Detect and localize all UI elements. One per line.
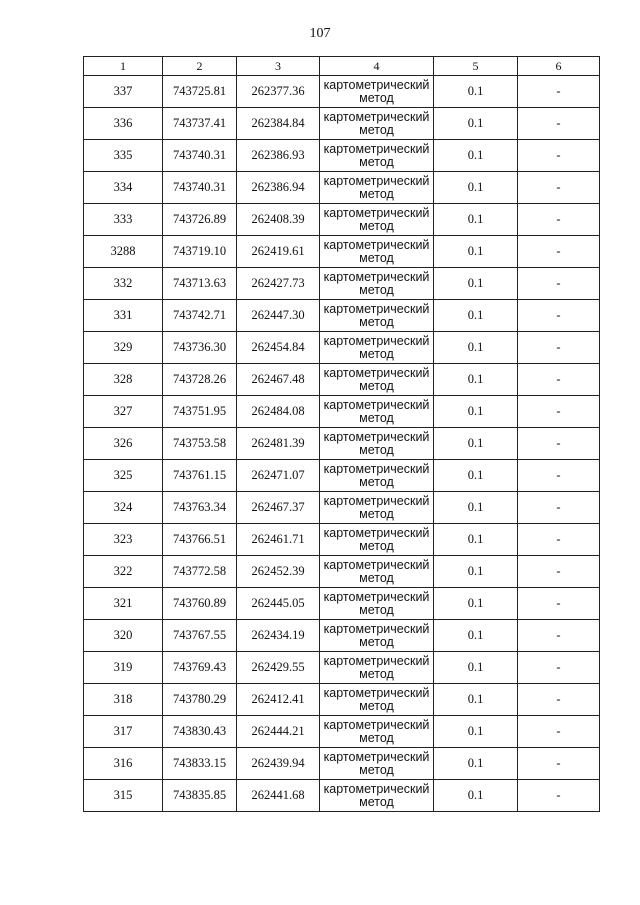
method-text: картометрический [323, 717, 430, 732]
method-text: метод [359, 794, 394, 809]
y-coordinate-cell: 262447.30 [237, 300, 320, 332]
y-coordinate-cell: 262484.08 [237, 396, 320, 428]
x-coordinate-cell: 743736.30 [163, 332, 237, 364]
method-text: картометрический [323, 461, 430, 476]
point-number-cell: 320 [84, 620, 163, 652]
y-coordinate-cell: 262452.39 [237, 556, 320, 588]
method-text: метод [359, 506, 394, 521]
x-coordinate-cell: 743713.63 [163, 268, 237, 300]
error-cell: 0.1 [434, 76, 518, 108]
method-text: картометрический [323, 653, 430, 668]
y-coordinate-cell: 262429.55 [237, 652, 320, 684]
note-cell: - [518, 396, 600, 428]
y-coordinate-cell: 262467.48 [237, 364, 320, 396]
column-header: 2 [163, 57, 237, 76]
table-row [84, 556, 600, 588]
x-coordinate-cell: 743719.10 [163, 236, 237, 268]
method-text: метод [359, 90, 394, 105]
x-coordinate-cell: 743780.29 [163, 684, 237, 716]
method-cell [320, 556, 434, 588]
method-text: метод [359, 218, 394, 233]
table-row [84, 268, 600, 300]
y-coordinate-cell: 262439.94 [237, 748, 320, 780]
note-cell: - [518, 332, 600, 364]
x-coordinate-cell: 743766.51 [163, 524, 237, 556]
point-number-cell: 336 [84, 108, 163, 140]
y-coordinate-cell: 262441.68 [237, 780, 320, 812]
note-cell: - [518, 236, 600, 268]
method-text: картометрический [323, 301, 430, 316]
table-row [84, 588, 600, 620]
table-row [84, 780, 600, 812]
note-cell: - [518, 780, 600, 812]
note-cell: - [518, 76, 600, 108]
method-text: метод [359, 378, 394, 393]
x-coordinate-cell: 743728.26 [163, 364, 237, 396]
y-coordinate-cell: 262419.61 [237, 236, 320, 268]
error-cell: 0.1 [434, 204, 518, 236]
note-cell: - [518, 364, 600, 396]
note-cell: - [518, 684, 600, 716]
note-cell: - [518, 140, 600, 172]
y-coordinate-cell: 262471.07 [237, 460, 320, 492]
method-text: картометрический [323, 781, 430, 796]
note-cell: - [518, 524, 600, 556]
x-coordinate-cell: 743763.34 [163, 492, 237, 524]
method-cell [320, 108, 434, 140]
method-text: метод [359, 730, 394, 745]
point-number-cell: 332 [84, 268, 163, 300]
x-coordinate-cell: 743772.58 [163, 556, 237, 588]
method-text: метод [359, 474, 394, 489]
point-number-cell: 328 [84, 364, 163, 396]
header-row [84, 57, 600, 76]
point-number-cell: 325 [84, 460, 163, 492]
method-text: картометрический [323, 525, 430, 540]
table-row [84, 524, 600, 556]
column-header: 6 [518, 57, 600, 76]
point-number-cell: 327 [84, 396, 163, 428]
y-coordinate-cell: 262386.93 [237, 140, 320, 172]
point-number-cell: 337 [84, 76, 163, 108]
point-number-cell: 315 [84, 780, 163, 812]
method-text: метод [359, 282, 394, 297]
page-number: 107 [309, 26, 331, 41]
error-cell: 0.1 [434, 332, 518, 364]
method-cell [320, 780, 434, 812]
note-cell: - [518, 172, 600, 204]
method-text: метод [359, 250, 394, 265]
method-cell [320, 748, 434, 780]
method-cell [320, 460, 434, 492]
point-number-cell: 331 [84, 300, 163, 332]
error-cell: 0.1 [434, 748, 518, 780]
x-coordinate-cell: 743740.31 [163, 140, 237, 172]
y-coordinate-cell: 262434.19 [237, 620, 320, 652]
x-coordinate-cell: 743751.95 [163, 396, 237, 428]
error-cell: 0.1 [434, 236, 518, 268]
x-coordinate-cell: 743769.43 [163, 652, 237, 684]
method-text: картометрический [323, 429, 430, 444]
table-row [84, 108, 600, 140]
method-text: картометрический [323, 685, 430, 700]
error-cell: 0.1 [434, 588, 518, 620]
method-text: метод [359, 698, 394, 713]
method-text: картометрический [323, 365, 430, 380]
method-text: картометрический [323, 557, 430, 572]
point-number-cell: 326 [84, 428, 163, 460]
method-text: метод [359, 666, 394, 681]
error-cell: 0.1 [434, 268, 518, 300]
note-cell: - [518, 108, 600, 140]
table-row [84, 748, 600, 780]
point-number-cell: 322 [84, 556, 163, 588]
table-row [84, 492, 600, 524]
method-text: метод [359, 314, 394, 329]
x-coordinate-cell: 743761.15 [163, 460, 237, 492]
error-cell: 0.1 [434, 364, 518, 396]
method-cell [320, 300, 434, 332]
method-cell [320, 492, 434, 524]
error-cell: 0.1 [434, 556, 518, 588]
error-cell: 0.1 [434, 172, 518, 204]
x-coordinate-cell: 743726.89 [163, 204, 237, 236]
point-number-cell: 335 [84, 140, 163, 172]
x-coordinate-cell: 743725.81 [163, 76, 237, 108]
method-text: картометрический [323, 173, 430, 188]
point-number-cell: 329 [84, 332, 163, 364]
method-text: картометрический [323, 333, 430, 348]
method-cell [320, 364, 434, 396]
method-cell [320, 652, 434, 684]
error-cell: 0.1 [434, 652, 518, 684]
method-cell [320, 332, 434, 364]
table-row [84, 204, 600, 236]
y-coordinate-cell: 262384.84 [237, 108, 320, 140]
table-row [84, 716, 600, 748]
error-cell: 0.1 [434, 524, 518, 556]
error-cell: 0.1 [434, 300, 518, 332]
method-text: метод [359, 538, 394, 553]
error-cell: 0.1 [434, 684, 518, 716]
point-number-cell: 334 [84, 172, 163, 204]
method-text: картометрический [323, 77, 430, 92]
method-text: картометрический [323, 205, 430, 220]
y-coordinate-cell: 262481.39 [237, 428, 320, 460]
y-coordinate-cell: 262408.39 [237, 204, 320, 236]
y-coordinate-cell: 262444.21 [237, 716, 320, 748]
method-text: метод [359, 442, 394, 457]
table-row [84, 76, 600, 108]
method-text: картометрический [323, 141, 430, 156]
note-cell: - [518, 588, 600, 620]
y-coordinate-cell: 262467.37 [237, 492, 320, 524]
error-cell: 0.1 [434, 396, 518, 428]
point-number-cell: 317 [84, 716, 163, 748]
table-row [84, 428, 600, 460]
method-text: картометрический [323, 589, 430, 604]
table-row [84, 332, 600, 364]
method-text: метод [359, 122, 394, 137]
note-cell: - [518, 620, 600, 652]
method-text: картометрический [323, 621, 430, 636]
coordinates-table [83, 56, 600, 812]
table-row [84, 684, 600, 716]
point-number-cell: 318 [84, 684, 163, 716]
method-text: метод [359, 346, 394, 361]
method-cell [320, 76, 434, 108]
method-text: картометрический [323, 397, 430, 412]
x-coordinate-cell: 743767.55 [163, 620, 237, 652]
table-body [84, 76, 600, 812]
error-cell: 0.1 [434, 108, 518, 140]
method-cell [320, 684, 434, 716]
method-text: метод [359, 410, 394, 425]
note-cell: - [518, 268, 600, 300]
method-cell [320, 620, 434, 652]
method-cell [320, 204, 434, 236]
table-row [84, 236, 600, 268]
method-text: метод [359, 186, 394, 201]
method-text: метод [359, 634, 394, 649]
method-cell [320, 396, 434, 428]
note-cell: - [518, 428, 600, 460]
error-cell: 0.1 [434, 780, 518, 812]
method-text: картометрический [323, 237, 430, 252]
method-text: картометрический [323, 109, 430, 124]
method-cell [320, 588, 434, 620]
method-cell [320, 716, 434, 748]
table-row [84, 300, 600, 332]
method-text: картометрический [323, 493, 430, 508]
note-cell: - [518, 460, 600, 492]
y-coordinate-cell: 262454.84 [237, 332, 320, 364]
method-cell [320, 236, 434, 268]
column-header: 3 [237, 57, 320, 76]
table-row [84, 172, 600, 204]
point-number-cell: 3288 [84, 236, 163, 268]
method-cell [320, 172, 434, 204]
error-cell: 0.1 [434, 620, 518, 652]
note-cell: - [518, 492, 600, 524]
column-header: 4 [320, 57, 434, 76]
note-cell: - [518, 716, 600, 748]
error-cell: 0.1 [434, 492, 518, 524]
x-coordinate-cell: 743753.58 [163, 428, 237, 460]
note-cell: - [518, 652, 600, 684]
error-cell: 0.1 [434, 716, 518, 748]
method-text: метод [359, 762, 394, 777]
column-header: 1 [84, 57, 163, 76]
point-number-cell: 323 [84, 524, 163, 556]
method-text: метод [359, 602, 394, 617]
method-cell [320, 268, 434, 300]
method-text: метод [359, 154, 394, 169]
y-coordinate-cell: 262386.94 [237, 172, 320, 204]
x-coordinate-cell: 743740.31 [163, 172, 237, 204]
method-cell [320, 428, 434, 460]
error-cell: 0.1 [434, 140, 518, 172]
point-number-cell: 321 [84, 588, 163, 620]
x-coordinate-cell: 743833.15 [163, 748, 237, 780]
method-text: картометрический [323, 749, 430, 764]
x-coordinate-cell: 743742.71 [163, 300, 237, 332]
table-row [84, 396, 600, 428]
y-coordinate-cell: 262377.36 [237, 76, 320, 108]
method-cell [320, 524, 434, 556]
method-cell [320, 140, 434, 172]
point-number-cell: 316 [84, 748, 163, 780]
column-header: 5 [434, 57, 518, 76]
table-row [84, 364, 600, 396]
table-header [84, 57, 600, 76]
note-cell: - [518, 556, 600, 588]
x-coordinate-cell: 743830.43 [163, 716, 237, 748]
y-coordinate-cell: 262461.71 [237, 524, 320, 556]
table-row [84, 652, 600, 684]
x-coordinate-cell: 743760.89 [163, 588, 237, 620]
y-coordinate-cell: 262445.05 [237, 588, 320, 620]
point-number-cell: 319 [84, 652, 163, 684]
method-text: метод [359, 570, 394, 585]
error-cell: 0.1 [434, 460, 518, 492]
table-row [84, 460, 600, 492]
table-row [84, 140, 600, 172]
error-cell: 0.1 [434, 428, 518, 460]
y-coordinate-cell: 262412.41 [237, 684, 320, 716]
method-text: картометрический [323, 269, 430, 284]
point-number-cell: 333 [84, 204, 163, 236]
note-cell: - [518, 300, 600, 332]
note-cell: - [518, 748, 600, 780]
note-cell: - [518, 204, 600, 236]
x-coordinate-cell: 743835.85 [163, 780, 237, 812]
y-coordinate-cell: 262427.73 [237, 268, 320, 300]
x-coordinate-cell: 743737.41 [163, 108, 237, 140]
point-number-cell: 324 [84, 492, 163, 524]
table-row [84, 620, 600, 652]
